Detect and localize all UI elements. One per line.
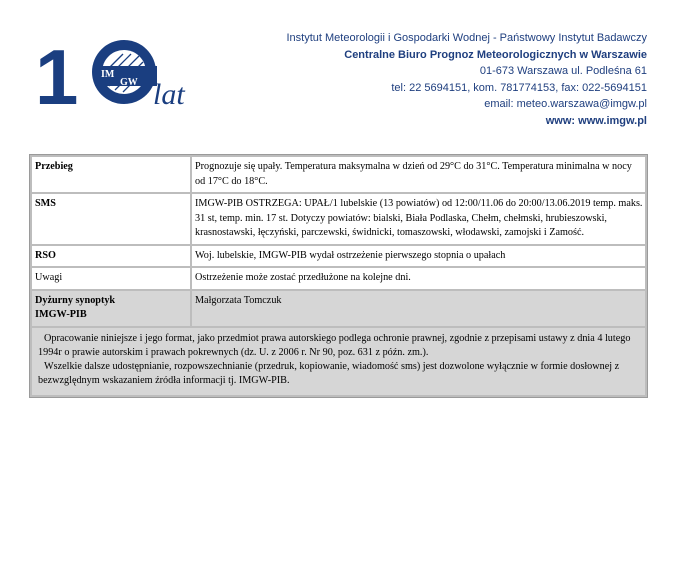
table-row xyxy=(32,268,645,289)
header-contact-block xyxy=(227,30,647,130)
row-label-synoptyk xyxy=(32,291,190,326)
logo-inner-top: IM xyxy=(101,69,115,80)
phone: tel: 22 5694151, kom. 781774153, fax: 022-5694151 xyxy=(391,81,647,94)
synoptyk-label-line2: IMGW-PIB xyxy=(35,309,87,320)
website[interactable]: www: www.imgw.pl xyxy=(545,114,647,127)
footer-row xyxy=(32,328,645,395)
table-row xyxy=(32,157,645,192)
warning-table xyxy=(29,154,648,398)
table-row xyxy=(32,194,645,244)
table-row xyxy=(32,246,645,267)
table-row xyxy=(32,291,645,326)
synoptyk-label-line1: Dyżurny synoptyk xyxy=(35,294,116,306)
logo-inner-bottom: GW xyxy=(120,77,138,88)
row-label-uwagi: Uwagi xyxy=(32,268,190,289)
row-label-rso: RSO xyxy=(32,246,190,267)
copyright-footer xyxy=(32,328,645,395)
copyright-paragraph-1: Opracowanie niniejsze i jego format, jako przedmiot prawa autorskiego podlega ochronie prawnej, zgodnie z przepisami ustawy z dnia 4 lutego 1994r o prawie autorskim i prawach pokrewnych (dz. U. z 2006 r. Nr 90, poz. 631 z późn. zm.). xyxy=(38,332,631,358)
row-content-przebieg: Prognozuje się upały. Temperatura maksymalna w dzień od 29°C do 31°C. Temperatura minimalna w nocy od 17°C do 18°C. xyxy=(192,157,645,192)
logo-number: 1 xyxy=(35,36,79,110)
row-content-uwagi: Ostrzeżenie może zostać przedłużone na kolejne dni. xyxy=(192,268,645,289)
address: 01-673 Warszawa ul. Podleśna 61 xyxy=(479,65,647,78)
email[interactable]: email: meteo.warszawa@imgw.pl xyxy=(484,98,647,111)
institute-name: Instytut Meteorologii i Gospodarki Wodnej - Państwowy Instytut Badawczy xyxy=(286,32,647,44)
bureau-name: Centralne Biuro Prognoz Meteorologicznych w Warszawie xyxy=(344,48,647,61)
imgw-100-years-logo xyxy=(35,36,205,110)
row-label-przebieg: Przebieg xyxy=(32,157,190,192)
logo-script: lat xyxy=(153,78,185,110)
row-content-sms: IMGW-PIB OSTRZEGA: UPAŁ/1 lubelskie (13 powiatów) od 12:00/11.06 do 20:00/13.06.2019 temp. maks. 31 st, temp. min. 17 st. Dotyczy powiatów: bialski, Biała Podlaska, Chełm, chełmski, hrubieszowski, krasnostawski, łęczyński, parczewski, świdnicki, tomaszowski, włodawski, zamojski i Zamość. xyxy=(192,194,645,244)
row-content-rso: Woj. lubelskie, IMGW-PIB wydał ostrzeżenie pierwszego stopnia o upałach xyxy=(192,246,645,267)
row-content-synoptyk: Małgorzata Tomczuk xyxy=(192,291,645,326)
row-label-sms: SMS xyxy=(32,194,190,244)
copyright-paragraph-2: Wszelkie dalsze udostępnianie, rozpowszechnianie (przedruk, kopiowanie, wiadomość sms) jest dozwolone wyłącznie w formie dosłownej z bezwzględnym wskazaniem źródła informacji tj. IMGW-PIB. xyxy=(38,361,620,387)
